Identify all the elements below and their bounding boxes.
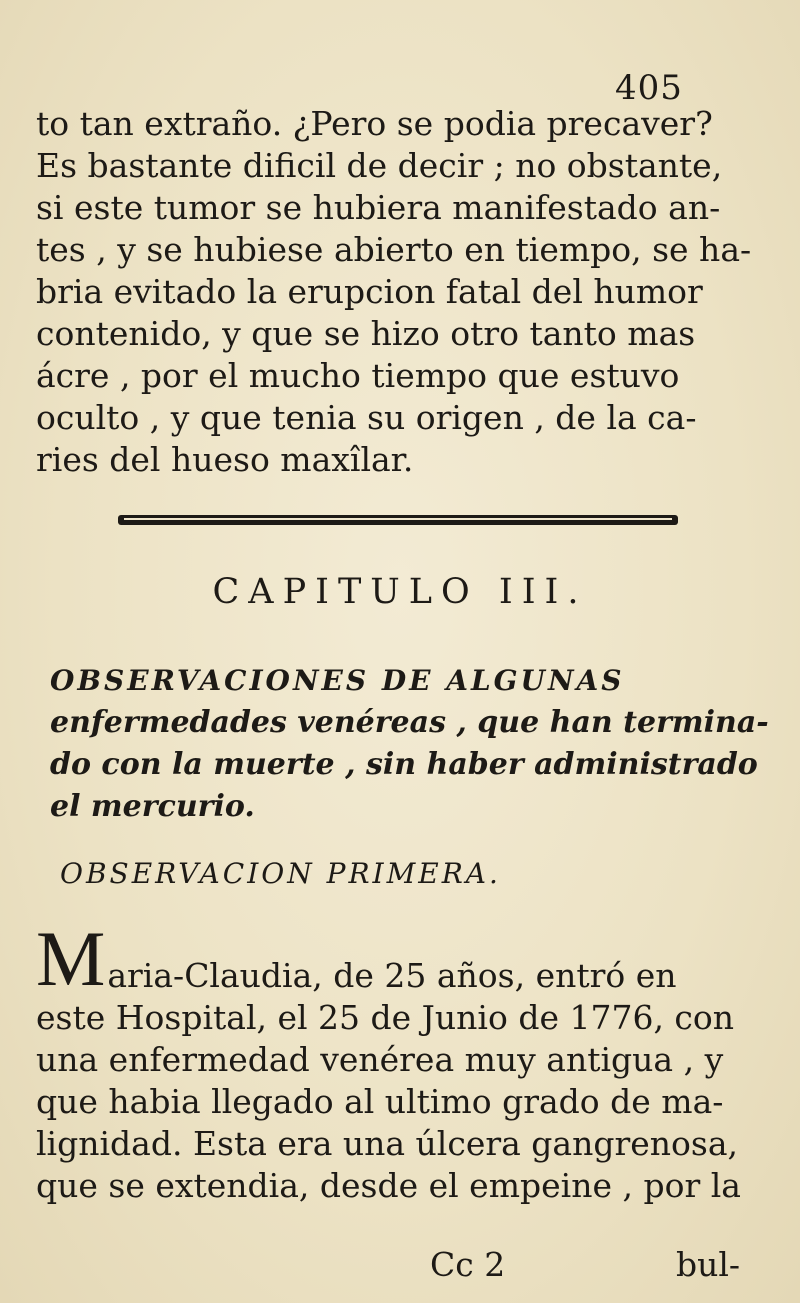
decorative-rule [118,515,678,525]
page-number: 405 [615,68,683,108]
text-line: que se extendia, desde el empeine , por la [36,1166,741,1205]
paragraph-continued [36,103,756,481]
signature-mark: Cc 2 [430,1245,506,1284]
text-line: aria-Claudia, de 25 años, entró en [107,956,677,995]
section-title-line: do con la muerte , sin haber administrado [50,747,758,782]
text-line: bria evitado la erupcion fatal del humor [36,272,703,311]
drop-cap: M [36,915,106,1002]
text-line: ries del hueso maxîlar. [36,440,414,479]
text-line: contenido, y que se hizo otro tanto mas [36,314,696,353]
section-title-caps: OBSERVACIONES DE ALGUNAS [50,664,625,697]
observation-heading: OBSERVACION PRIMERA. [60,857,501,890]
text-line: ácre , por el mucho tiempo que estuvo [36,356,680,395]
text-line: oculto , y que tenia su origen , de la ca- [36,398,697,437]
paragraph-observation [36,915,756,1207]
text-line: una enfermedad venérea muy antigua , y [36,1040,724,1079]
text-line: este Hospital, el 25 de Junio de 1776, con [36,998,735,1037]
text-line: Es bastante dificil de decir ; no obstante, [36,146,723,185]
section-title-line: enfermedades venéreas , que han termina- [50,705,769,740]
text-line: to tan extraño. ¿Pero se podia precaver? [36,104,713,143]
section-title-line: el mercurio. [50,789,255,824]
text-line: tes , y se hubiese abierto en tiempo, se ha- [36,230,752,269]
text-line: que habia llegado al ultimo grado de ma- [36,1082,724,1121]
text-line: si este tumor se hubiera manifestado an- [36,188,721,227]
catchword: bul- [676,1245,741,1284]
section-title [50,660,770,828]
text-line: lignidad. Esta era una úlcera gangrenosa, [36,1124,738,1163]
chapter-title: CAPITULO III. [212,572,588,612]
